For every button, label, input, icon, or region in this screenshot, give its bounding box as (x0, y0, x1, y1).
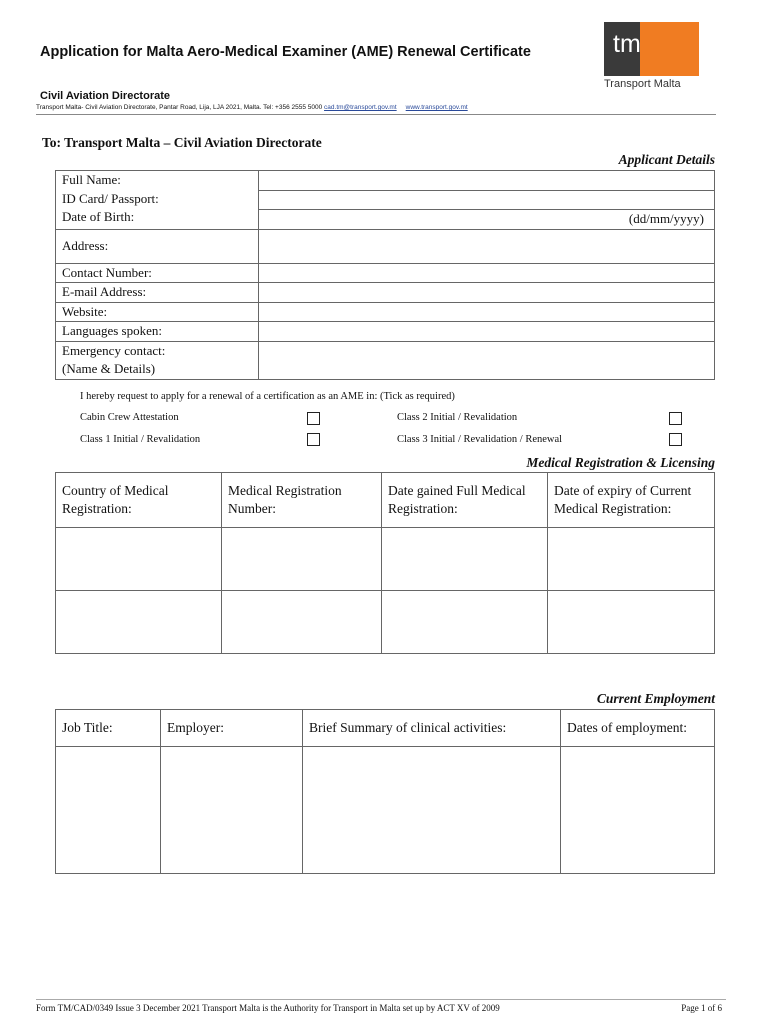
table-row (56, 302, 715, 322)
page-number: Page 1 of 6 (681, 1003, 722, 1013)
address-text: Transport Malta- Civil Aviation Directorate, Pantar Road, Lija, LJA 2021, Malta. Tel: +356 2555 5000 (36, 104, 323, 111)
table-row (56, 283, 715, 303)
dob-hint: (dd/mm/yyyy) (628, 211, 704, 226)
email-link[interactable]: cad.tm@transport.gov.mt (324, 104, 397, 111)
option-class2-label: Class 2 Initial / Revalidation (397, 412, 518, 423)
footer-text: Form TM/CAD/0349 Issue 3 December 2021 Transport Malta is the Authority for Transport in Malta set up by ACT XV of 2009 (36, 1003, 500, 1013)
full-name-field[interactable] (259, 171, 714, 191)
date-gained-cell[interactable] (382, 528, 548, 591)
header-divider (36, 114, 716, 115)
job-title-header: Job Title: (56, 710, 161, 747)
emergency-labels (56, 341, 259, 379)
table-row (56, 322, 715, 342)
transport-malta-logo (604, 22, 699, 76)
email-label: E-mail Address: (56, 283, 259, 303)
table-row (56, 591, 715, 654)
expiry-header: Date of expiry of Current Medical Registration: (548, 473, 715, 528)
website-field[interactable] (259, 302, 715, 322)
full-name-label: Full Name: (62, 172, 121, 187)
name-id-dob-inputs[interactable] (259, 171, 715, 230)
emergency-label: Emergency contact: (62, 342, 166, 358)
table-row (56, 171, 715, 230)
option-class1-label: Class 1 Initial / Revalidation (80, 434, 201, 445)
applicant-details-table (55, 170, 715, 380)
table-row (56, 263, 715, 283)
medical-section-title: Medical Registration & Licensing (526, 455, 715, 470)
country-cell[interactable] (56, 528, 222, 591)
checkbox-cabin-crew[interactable] (307, 412, 320, 425)
expiry-cell[interactable] (548, 591, 715, 654)
footer-divider (36, 999, 726, 1000)
reg-number-header: Medical Registration Number: (222, 473, 382, 528)
languages-label: Languages spoken: (56, 322, 259, 342)
checkbox-class1[interactable] (307, 433, 320, 446)
website-link[interactable]: www.transport.gov.mt (405, 104, 468, 111)
employment-section-title: Current Employment (596, 691, 715, 706)
contact-field[interactable] (259, 263, 715, 283)
address-line (36, 104, 468, 111)
logo-text: tm (613, 30, 641, 58)
reg-number-cell[interactable] (222, 528, 382, 591)
email-field[interactable] (259, 283, 715, 303)
name-id-dob-labels (56, 171, 259, 230)
contact-label: Contact Number: (56, 263, 259, 283)
summary-cell[interactable] (303, 747, 561, 874)
address-field[interactable] (259, 229, 715, 263)
dates-header: Dates of employment: (561, 710, 715, 747)
table-row (56, 473, 715, 528)
table-row (56, 747, 715, 874)
request-text: I hereby request to apply for a renewal of a certification as an AME in: (Tick as required) (80, 391, 455, 402)
date-gained-header: Date gained Full Medical Registration: (382, 473, 548, 528)
table-row (56, 229, 715, 263)
employer-header: Employer: (161, 710, 303, 747)
expiry-cell[interactable] (548, 528, 715, 591)
dates-cell[interactable] (561, 747, 715, 874)
address-label: Address: (56, 229, 259, 263)
date-gained-cell[interactable] (382, 591, 548, 654)
option-cabin-crew-label: Cabin Crew Attestation (80, 412, 179, 423)
checkbox-class3[interactable] (669, 433, 682, 446)
languages-field[interactable] (259, 322, 715, 342)
checkbox-class2[interactable] (669, 412, 682, 425)
job-title-cell[interactable] (56, 747, 161, 874)
medical-registration-table (55, 472, 715, 654)
table-row (56, 710, 715, 747)
website-label: Website: (56, 302, 259, 322)
country-cell[interactable] (56, 591, 222, 654)
id-card-label: ID Card/ Passport: (62, 190, 159, 206)
to-line: To: Transport Malta – Civil Aviation Directorate (42, 135, 322, 150)
id-card-field[interactable] (259, 191, 714, 211)
employer-cell[interactable] (161, 747, 303, 874)
reg-number-cell[interactable] (222, 591, 382, 654)
applicant-section-title: Applicant Details (618, 152, 715, 167)
table-row (56, 528, 715, 591)
emergency-sub-label: (Name & Details) (62, 361, 156, 376)
option-class3-label: Class 3 Initial / Revalidation / Renewal (397, 434, 563, 445)
country-header: Country of Medical Registration: (56, 473, 222, 528)
logo-name: Transport Malta (604, 78, 681, 90)
emergency-field[interactable] (259, 341, 715, 379)
form-title: Application for Malta Aero-Medical Examiner (AME) Renewal Certificate (40, 44, 531, 60)
summary-header: Brief Summary of clinical activities: (303, 710, 561, 747)
dob-label: Date of Birth: (62, 209, 135, 224)
directorate-name: Civil Aviation Directorate (40, 90, 170, 102)
dob-field[interactable] (259, 210, 714, 229)
employment-table (55, 709, 715, 874)
table-row (56, 341, 715, 379)
